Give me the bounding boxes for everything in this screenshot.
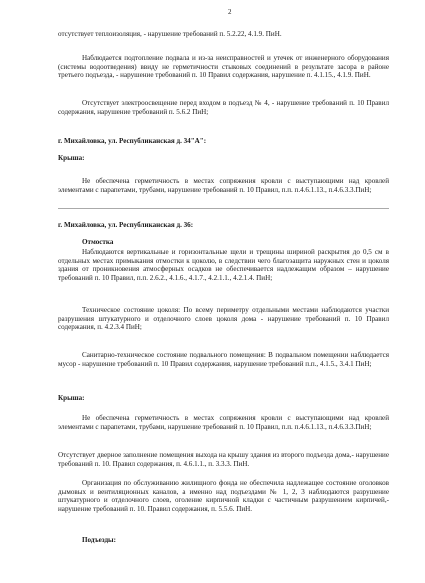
paragraph-basement-sanitary [58,351,389,368]
heading-text: г. Михайловка, ул. Республиканская д. 36: [58,221,194,229]
paragraph-basement-flooding [58,54,389,80]
divider [58,208,389,209]
address-heading-34a [58,137,389,146]
address-heading-36 [58,221,389,230]
paragraph-chimneys [58,479,389,513]
paragraph-insulation [58,30,389,39]
section-blind-area-heading [58,238,389,247]
paragraph-text: отсутствует теплоизоляция, - нарушение требований п. 5.2.22, 4.1.9. ПиН. [58,30,282,38]
paragraph-lighting [58,99,389,116]
heading-text: г. Михайловка, ул. Республиканская д. 34"А": [58,137,207,145]
paragraph-text: Не обеспечена герметичность в местах сопряжения кровли с выступающими над кровлей элементами с парапетами, трубами, нарушение требований п. 10 Правил, п.п. п.4.6.1.13., п.4.6.3.3.ПиН; [58,177,389,194]
paragraph-text: Отсутствует дверное заполнение помещения выхода на крышу здания из второго подъезда дома,- нарушение требований п. 10. Правил содержания, п. 4.6.1.1., п. 3.3.3. ПиН. [58,451,389,468]
paragraph-text: Организация по обслуживанию жилищного фонда не обеспечила надлежащее состояние оголовков дымовых и вентиляционных каналов, а именно над подъездами № 1, 2, 3 наблюдаются разрушение штукатурного и отделочного слоев, оголение кирпичной кладки с частичным разрушением кирпичей,- нарушение требований п. 10. Правил содержания, п. 5.5.6. ПиН. [58,479,389,513]
paragraph-text: Наблюдается подтопление подвала и из-за неисправностей и утечек от инженерного оборудования (системы водоотведения) ввиду не герметичности стыковых соединений в результате засора в районе третьего подъезда, - нарушение требований п. 10 Правил содержания, нарушение п. 4.1.15., 4.1.9. ПиН. [58,54,389,80]
paragraph-plinth [58,306,389,332]
heading-text: Крыша: [58,154,85,162]
section-roof-heading [58,154,389,163]
heading-text: Отмостка [82,238,114,246]
page-number: 2 [228,8,232,16]
paragraph-text: Наблюдаются вертикальные и горизонтальные щели и трещины шириной раскрытия до 0,5 см в отдельных местах примыкания отмостки к цоколю, в следствии чего благоэащита наружных стен и цоколя здания от проникновения атмосферных осадков не обеспечивается надлежащим образом – нарушение требований п. 10 Правил, п.п. 2.6.2., 4.1.6., 4.1.7., 4.2.1.1., 4.2.1.4. ПиН; [58,248,389,282]
paragraph-text: Техническое состояние цоколя: По всему периметру отдельными местами наблюдаются участки разрушения штукатурного и отделочного слоев цоколя дома - нарушение требований п. 10 Правил содержания, п. 4.2.3.4 ПиН; [58,306,389,332]
heading-text: Подъезды: [82,536,116,544]
paragraph-blind-area [58,248,389,282]
heading-text: Крыша: [58,394,85,402]
paragraph-text: Санитарно-техническое состояние подвального помещения: В подвальном помещении наблюдается мусор - нарушение требований п. 10 Правил содержания, нарушение требований п.п., 4.1.5., 3.4.1 ПиН; [58,351,389,368]
paragraph-roof-sealing [58,177,389,194]
paragraph-text: Не обеспечена герметичность в местах сопряжения кровли с выступающими над кровлей элементами с парапетами, трубами, нарушение требований п. 10 Правил, п.п. п.4.6.1.13., п.4.6.3.3.ПиН; [58,414,389,431]
paragraph-roof-door [58,451,389,468]
section-entrances-heading [58,536,389,545]
section-roof-heading-2 [58,394,389,403]
paragraph-roof-sealing-2 [58,414,389,431]
paragraph-text: Отсутствует электроосвещение перед входом в подъезд № 4, - нарушение требований п. 10 Правил содержания, нарушение требований п. 5.6.2 ПиН; [58,99,389,116]
